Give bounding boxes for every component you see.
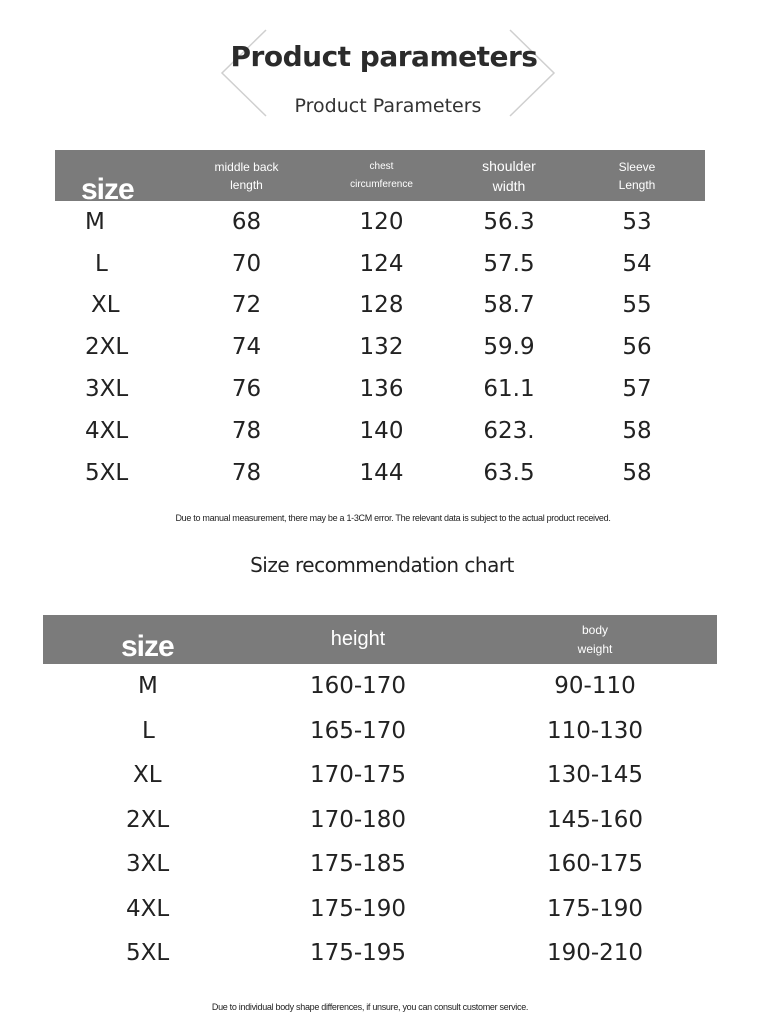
header-shoulder-width [449, 150, 569, 201]
header-chest-line2: circumference [350, 178, 413, 190]
header-weight-line1: body [581, 622, 609, 637]
cell-size: 4XL [85, 417, 129, 444]
cell-size: 2XL [126, 806, 170, 833]
cell-size: 4XL [126, 895, 170, 922]
table-row [43, 798, 717, 843]
header-height: height [243, 615, 473, 664]
cell-weight: 90-110 [554, 673, 636, 700]
cell-weight: 130-145 [546, 762, 644, 789]
cell-back: 74 [231, 334, 262, 361]
cell-chest: 120 [359, 208, 404, 235]
cell-shoulder: 63.5 [483, 459, 535, 486]
body-shape-note: Due to individual body shape differences, if unsure, you can consult customer service. [211, 1002, 529, 1012]
cell-chest: 136 [359, 376, 404, 403]
table-row [43, 709, 717, 754]
cell-size: M [85, 208, 105, 235]
cell-sleeve: 56 [622, 334, 652, 361]
cell-back: 72 [231, 292, 262, 319]
cell-size: M [138, 673, 158, 700]
cell-size: L [95, 250, 108, 277]
header-sleeve-length [569, 150, 705, 201]
page-subtitle: Product Parameters [294, 95, 482, 117]
cell-weight: 110-130 [546, 717, 644, 744]
cell-sleeve: 57 [622, 376, 652, 403]
cell-weight: 145-160 [546, 806, 644, 833]
cell-back: 78 [231, 459, 262, 486]
table-row [55, 326, 705, 368]
cell-shoulder: 61.1 [483, 376, 535, 403]
cell-height: 160-170 [309, 673, 407, 700]
table-row [43, 753, 717, 798]
cell-sleeve: 58 [622, 459, 652, 486]
header-shoulder-line2: width [492, 177, 526, 194]
table-row [43, 842, 717, 887]
section-title-recommendation: Size recommendation chart [250, 553, 514, 577]
table-row [43, 931, 717, 976]
cell-size: 5XL [85, 459, 129, 486]
cell-back: 76 [231, 376, 262, 403]
table-row [55, 452, 705, 494]
table-header-row [43, 615, 717, 664]
cell-size: XL [91, 292, 120, 319]
cell-size: 3XL [85, 376, 129, 403]
table-row [43, 887, 717, 932]
cell-chest: 132 [359, 334, 404, 361]
cell-chest: 124 [359, 250, 404, 277]
cell-sleeve: 55 [622, 292, 652, 319]
header-chest-line1: chest [369, 160, 394, 172]
size-recommendation-table [43, 615, 717, 976]
table-row [55, 285, 705, 327]
cell-shoulder: 59.9 [483, 334, 535, 361]
header-sleeve-line2: Length [618, 177, 656, 192]
cell-sleeve: 53 [622, 208, 652, 235]
cell-sleeve: 54 [622, 250, 652, 277]
cell-weight: 160-175 [546, 851, 644, 878]
header-chest-circumference [314, 150, 449, 201]
cell-weight: 175-190 [546, 895, 644, 922]
header-size: size [55, 150, 179, 201]
cell-height: 175-190 [309, 895, 407, 922]
cell-shoulder: 57.5 [483, 250, 535, 277]
cell-shoulder: 58.7 [483, 292, 535, 319]
cell-height: 165-170 [309, 717, 407, 744]
cell-height: 175-195 [309, 940, 407, 967]
page-title: Product parameters [230, 40, 538, 73]
cell-back: 78 [231, 417, 262, 444]
size-parameters-table [55, 150, 705, 494]
cell-height: 175-185 [309, 851, 407, 878]
table-row [55, 410, 705, 452]
cell-chest: 144 [359, 459, 404, 486]
cell-chest: 128 [359, 292, 404, 319]
cell-weight: 190-210 [546, 940, 644, 967]
cell-shoulder: 623. [483, 417, 535, 444]
header-middle-back-line2: length [230, 177, 263, 192]
cell-back: 68 [231, 208, 262, 235]
header-shoulder-line1: shoulder [482, 157, 536, 174]
header-sleeve-line1: Sleeve [618, 159, 656, 174]
cell-size: 2XL [85, 334, 129, 361]
header-middle-back-line1: middle back [214, 159, 279, 174]
cell-height: 170-180 [309, 806, 407, 833]
cell-size: XL [133, 762, 162, 789]
cell-shoulder: 56.3 [483, 208, 535, 235]
table-row [55, 201, 705, 243]
cell-size: 5XL [126, 940, 170, 967]
cell-size: 3XL [126, 851, 170, 878]
cell-back: 70 [231, 250, 262, 277]
table-row [55, 368, 705, 410]
cell-height: 170-175 [309, 762, 407, 789]
table-row [55, 243, 705, 285]
header-middle-back-length [179, 150, 314, 201]
table-row [43, 664, 717, 709]
cell-chest: 140 [359, 417, 404, 444]
header-weight-line2: weight [577, 641, 613, 656]
cell-size: L [142, 717, 155, 744]
header-size: size [43, 615, 243, 664]
header-body-weight [473, 615, 717, 664]
measurement-note: Due to manual measurement, there may be a 1-3CM error. The relevant data is subject to the actual product received. [175, 513, 611, 523]
table-header-row [55, 150, 705, 201]
cell-sleeve: 58 [622, 417, 652, 444]
